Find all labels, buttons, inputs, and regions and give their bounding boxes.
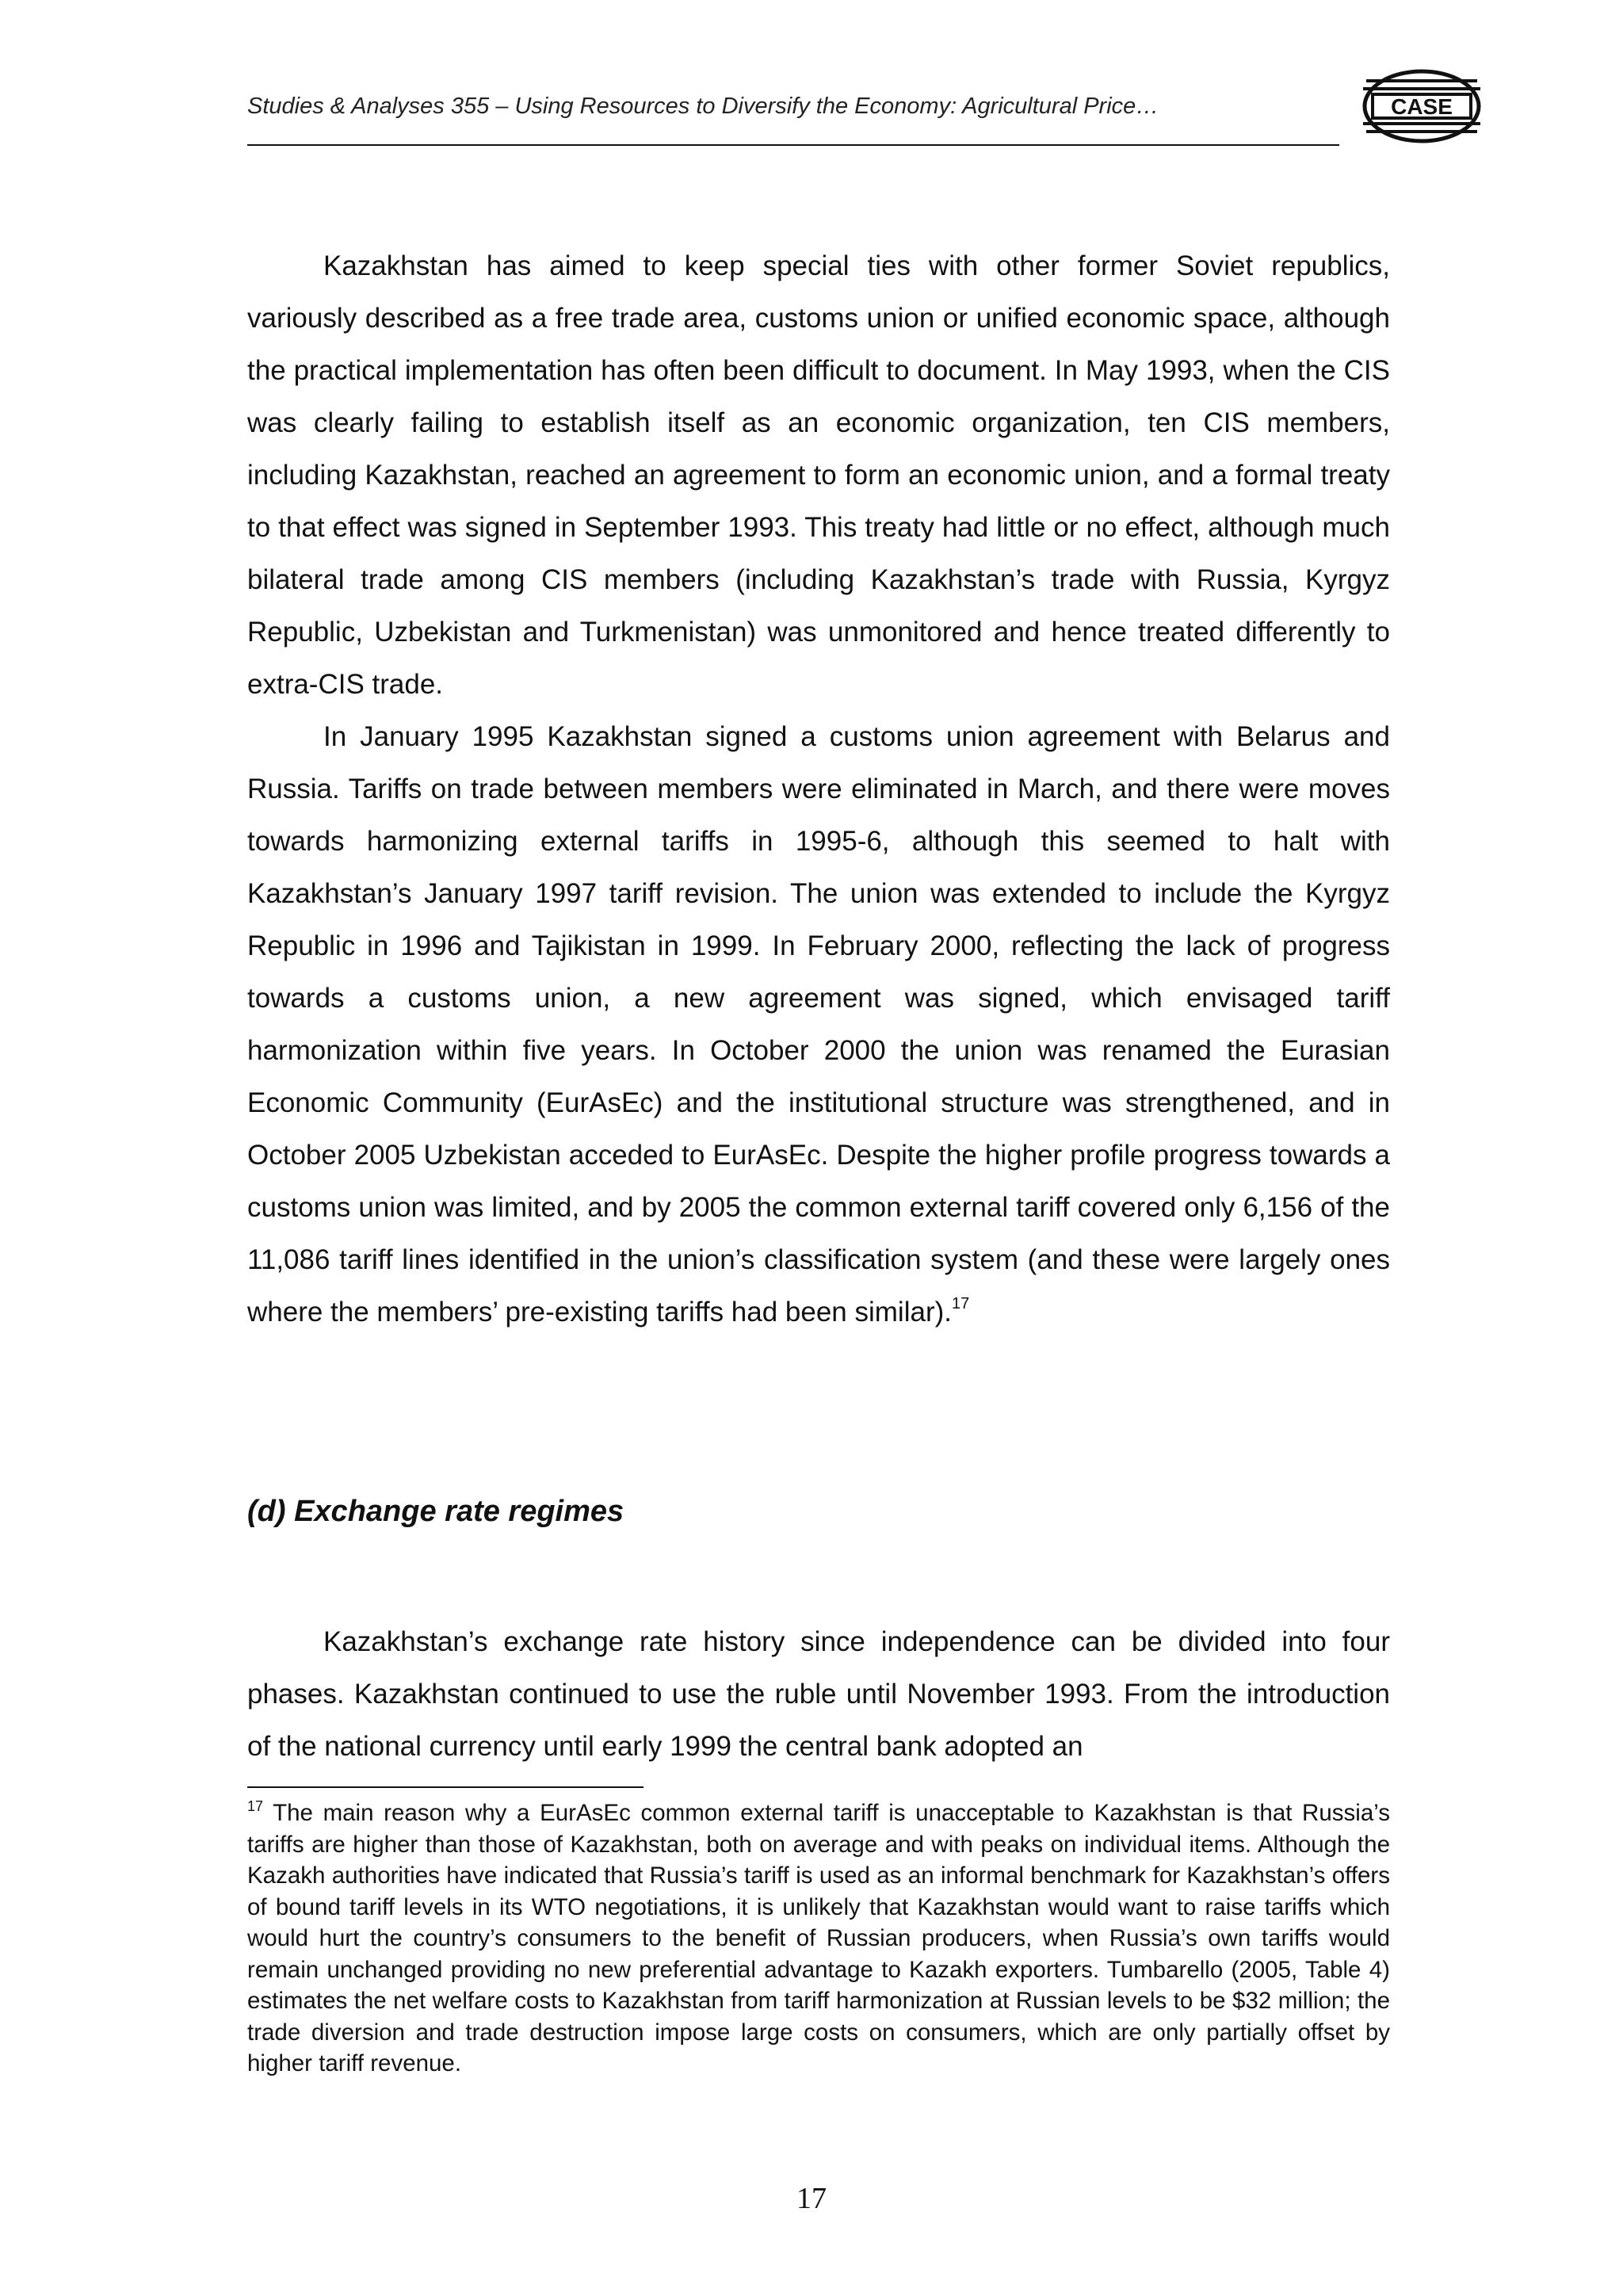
footnote (247, 1797, 1390, 2080)
running-header: Studies & Analyses 355 – Using Resources to Diversify the Economy: Agricultural Price… (247, 94, 1159, 119)
section-heading: (d) Exchange rate regimes (247, 1495, 624, 1528)
header-rule (247, 144, 1339, 146)
footnote-number: 17 (247, 1798, 264, 1814)
paragraph-exchange-rate: Kazakhstan’s exchange rate history since independence can be divided into four phases. Kazakhstan continued to use the ruble until November 1993. From the introduction of the national currency until early 1999 the central bank adopted an (247, 1626, 1390, 1762)
case-logo (1361, 68, 1482, 144)
paragraph-customs-union-text: In January 1995 Kazakhstan signed a customs union agreement with Belarus and Russia. Tariffs on trade between members were eliminated in March, and there were moves towards harmonizing external tariffs in 1995-6, although this seemed to halt with Kazakhstan’s January 1997 tariff revision. The union was extended to include the Kyrgyz Republic in 1996 and Tajikistan in 1999. In February 2000, reflecting the lack of progress towards a customs union, a new agreement was signed, which envisaged tariff harmonization within five years. In October 2000 the union was renamed the Eurasian Economic Community (EurAsEc) and the institutional structure was strengthened, and in October 2005 Uzbekistan acceded to EurAsEc. Despite the higher profile progress towards a customs union was limited, and by 2005 the common external tariff covered only 6,156 of the 11,086 tariff lines identified in the union’s classification system (and these were largely ones where the members’ pre-existing tariffs had been similar). (247, 721, 1390, 1328)
footnote-text: The main reason why a EurAsEc common external tariff is unacceptable to Kazakhstan is that Russia’s tariffs are higher than those of Kazakhstan, both on average and with peaks on individual items. Although the Kazakh authorities have indicated that Russia’s tariff is used as an informal benchmark for Kazakhstan’s offers of bound tariff levels in its WTO negotiations, it is unlikely that Kazakhstan would want to raise tariffs which would hurt the country’s consumers to the benefit of Russian producers, when Russia’s own tariffs would remain unchanged providing no new preferential advantage to Kazakh exporters. Tumbarello (2005, Table 4) estimates the net welfare costs to Kazakhstan from tariff harmonization at Russian levels to be $32 million; the trade diversion and trade destruction impose large costs on consumers, which are only partially offset by higher tariff revenue. (247, 1800, 1390, 2076)
section-customs-union (247, 240, 1390, 1339)
page-number: 17 (796, 2182, 827, 2215)
paragraph-cis-ties: Kazakhstan has aimed to keep special ties with other former Soviet republics, variously described as a free trade area, customs union or unified economic space, although the practical implementation has often been difficult to document. In May 1993, when the CIS was clearly failing to establish itself as an economic organization, ten CIS members, including Kazakhstan, reached an agreement to form an economic union, and a formal treaty to that effect was signed in September 1993. This treaty had little or no effect, although much bilateral trade among CIS members (including Kazakhstan’s trade with Russia, Kyrgyz Republic, Uzbekistan and Turkmenistan) was unmonitored and hence treated differently to extra-CIS trade. (247, 250, 1390, 700)
logo-text: CASE (1391, 94, 1453, 119)
footnote-rule (247, 1786, 643, 1788)
section-exchange-rate (247, 1616, 1390, 1773)
paragraph-customs-union (247, 711, 1390, 1339)
footnote-reference: 17 (951, 1295, 970, 1312)
